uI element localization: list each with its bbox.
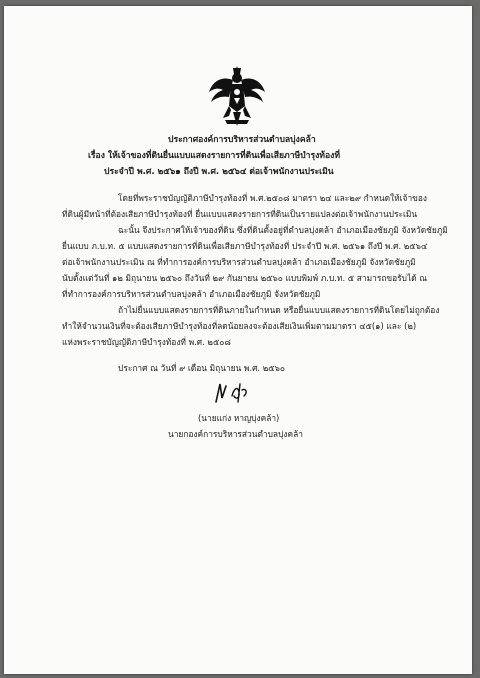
org-title: ประกาศองค์การบริหารส่วนตำบลบุ่งคล้า — [168, 135, 316, 145]
subject-line: เรื่อง ให้เจ้าของที่ดินยื่นแบบแสดงรายการที่ดินเพื่อเสียภาษีบำรุงท้องที่ — [88, 151, 340, 161]
body-line: นับตั้งแต่วันที่ ๑๒ มิถุนายน ๒๕๖๐ ถึงวันที่ ๒๙ กันยายน ๒๕๖๐ แบบพิมพ์ ภ.บ.ท. ๕ สามารถขอรับได้ ณ — [62, 273, 428, 283]
garuda-emblem-icon — [207, 66, 267, 128]
document-page — [4, 6, 472, 674]
handwritten-signature — [212, 380, 258, 406]
body-line: ทำให้จำนวนเงินที่จะต้องเสียภาษีบำรุงท้องที่ลดน้อยลงจะต้องเสียเงินเพิ่มตามมาตรา ๔๕(๑) และ (๒) — [62, 321, 417, 331]
body-line: ยื่นแบบ ภ.บ.ท. ๕ แบบแสดงรายการที่ดินเพื่อเสียภาษีบำรุงท้องที่ ประจำปี พ.ศ. ๒๕๖๑ ถึงปี พ.ศ. ๒๕๖๔ — [62, 241, 428, 251]
body-line: ต่อเจ้าพนักงานประเมิน ณ ที่ทำการองค์การบริหารส่วนตำบลบุ่งคล้า อำเภอเมืองชัยภูมิ จังหวัดชัยภูมิ — [62, 257, 416, 267]
body-line: ที่ดินผู้มีหน้าที่ต้องเสียภาษีบำรุงท้องที่ ยื่นแบบแสดงรายการที่ดินเป็นรายแปลงต่อเจ้าพนักงานประเมิน — [62, 209, 418, 219]
period-line: ประจำปี พ.ศ. ๒๕๖๑ ถึงปี พ.ศ. ๒๕๖๔ ต่อเจ้าพนักงานประเมิน — [104, 167, 334, 177]
body-line: แห่งพระราชบัญญัติภาษีบำรุงท้องที่ พ.ศ. ๒๕๐๘ — [62, 337, 231, 347]
signer-name: (นายแก่ง หาญบุ่งคล้า) — [198, 413, 280, 423]
signer-title: นายกองค์การบริหารส่วนตำบลบุ่งคล้า — [168, 429, 303, 439]
body-line: ฉะนั้น จึงประกาศให้เจ้าของที่ดิน ซึ่งที่ดินตั้งอยู่ที่ตำบลบุ่งคล้า อำเภอเมืองชัยภูมิ จังหวัดชัยภูมิ — [118, 225, 448, 235]
announcement-date: ประกาศ ณ วันที่ ๙ เดือน มิถุนายน พ.ศ. ๒๕๖๐ — [118, 363, 286, 373]
body-line: ถ้าไม่ยื่นแบบแสดงรายการที่ดินภายในกำหนด หรือยื่นแบบแสดงรายการที่ดินโดยไม่ถูกต้อง — [118, 305, 440, 315]
body-line: โดยที่พระราชบัญญัติภาษีบำรุงท้องที่ พ.ศ.๒๕๐๘ มาตรา ๒๔ และ๒๙ กำหนดให้เจ้าของ — [118, 193, 427, 203]
body-line: ที่ทำการองค์การบริหารส่วนตำบลบุ่งคล้า อำเภอเมืองชัยภูมิ จังหวัดชัยภูมิ — [62, 289, 321, 299]
